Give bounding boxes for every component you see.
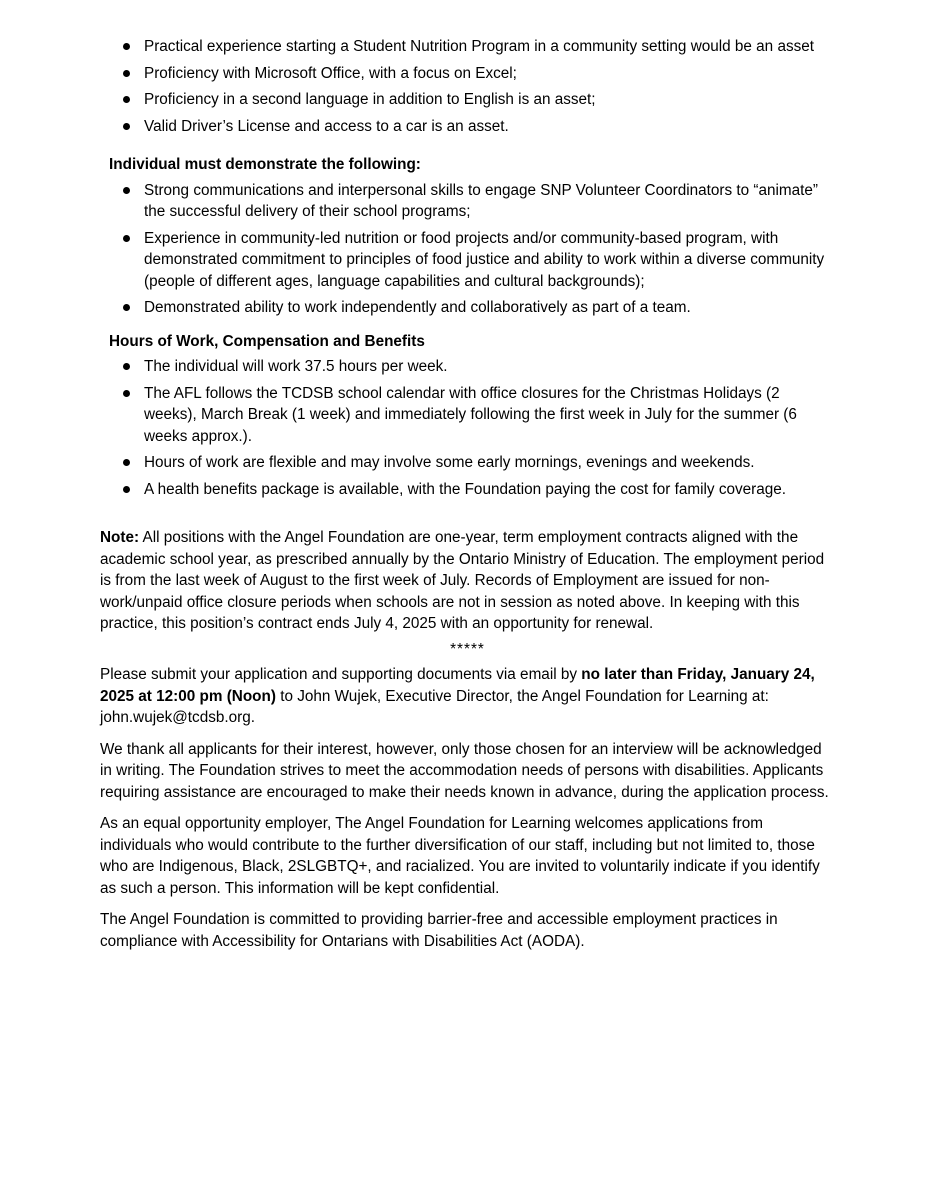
requirements-list [109, 36, 835, 137]
bullet-icon [123, 304, 130, 311]
list-item: Experience in community-led nutrition or food projects and/or community-based program, with demonstrated commitment to principles of food justice and ability to work within a diverse community (people of different ages, language capabilities and cultural backgrounds); [109, 228, 835, 293]
note-text: All positions with the Angel Foundation are one-year, term employment contracts aligned with the academic school year, as prescribed annually by the Ontario Ministry of Education. The employment period is from the last week of August to the first week of July. Records of Employment are issued for non-work/unpaid office closure periods when schools are not in session as noted above. In keeping with this practice, this position’s contract ends July 4, 2025 with an opportunity for renewal. [100, 529, 825, 632]
bullet-icon [123, 187, 130, 194]
list-item: Proficiency with Microsoft Office, with a focus on Excel; [109, 63, 835, 85]
hours-list [109, 356, 835, 500]
bullet-icon [123, 363, 130, 370]
separator: ***** [450, 640, 485, 658]
list-item: Demonstrated ability to work independently and collaboratively as part of a team. [109, 297, 835, 319]
accessibility-paragraph: The Angel Foundation is committed to providing barrier-free and accessible employment practices in compliance with Accessibility for Ontarians with Disabilities Act (AODA). [100, 911, 778, 950]
bullet-icon [123, 235, 130, 242]
submit-paragraph: Please submit your application and supporting documents via email by no later than Friday, January 24, 2025 at 12:00 pm (Noon) to John Wujek, Executive Director, the Angel Foundation for Learning at: john.wujek@tcdsb.org. [100, 666, 815, 726]
list-item: Strong communications and interpersonal skills to engage SNP Volunteer Coordinators to “animate” the successful delivery of their school programs; [109, 180, 835, 223]
list-item: A health benefits package is available, with the Foundation paying the cost for family coverage. [109, 479, 835, 501]
list-item: Practical experience starting a Student Nutrition Program in a community setting would be an asset [109, 36, 835, 58]
bullet-icon [123, 43, 130, 50]
bullet-icon [123, 486, 130, 493]
list-item: The individual will work 37.5 hours per week. [109, 356, 835, 378]
equal-opportunity-paragraph: As an equal opportunity employer, The Angel Foundation for Learning welcomes applications from individuals who would contribute to the further diversification of our staff, including but not limited to, those who are Indigenous, Black, 2SLGBTQ+, and racialized. You are invited to voluntarily indicate if you identify as such a person. This information will be kept confidential. [100, 815, 820, 897]
bullet-icon [123, 70, 130, 77]
note-paragraph [100, 527, 835, 635]
demonstrate-section [109, 154, 835, 319]
note-label: Note: [100, 529, 140, 546]
thanks-paragraph: We thank all applicants for their interest, however, only those chosen for an interview will be acknowledged in writing. The Foundation strives to meet the accommodation needs of persons with disabilities. Applicants requiring assistance are encouraged to make their needs known in advance, during the application process. [100, 740, 829, 801]
list-item: The AFL follows the TCDSB school calendar with office closures for the Christmas Holidays (2 weeks), March Break (1 week) and immediately following the first week in July for the summer (6 weeks approx.). [109, 383, 835, 448]
bullet-icon [123, 96, 130, 103]
bullet-icon [123, 459, 130, 466]
bullet-icon [123, 390, 130, 397]
list-item: Proficiency in a second language in addition to English is an asset; [109, 89, 835, 111]
hours-section [109, 331, 835, 501]
section-heading: Hours of Work, Compensation and Benefits [109, 332, 425, 350]
list-item: Valid Driver’s License and access to a car is an asset. [109, 116, 835, 138]
list-item: Hours of work are flexible and may involve some early mornings, evenings and weekends. [109, 452, 835, 474]
bullet-icon [123, 123, 130, 130]
document-body [100, 36, 835, 952]
section-heading: Individual must demonstrate the following: [109, 156, 421, 173]
demonstrate-list [109, 180, 835, 319]
deadline-text: no later than Friday, January 24, 2025 at 12:00 pm (Noon) [100, 666, 815, 705]
